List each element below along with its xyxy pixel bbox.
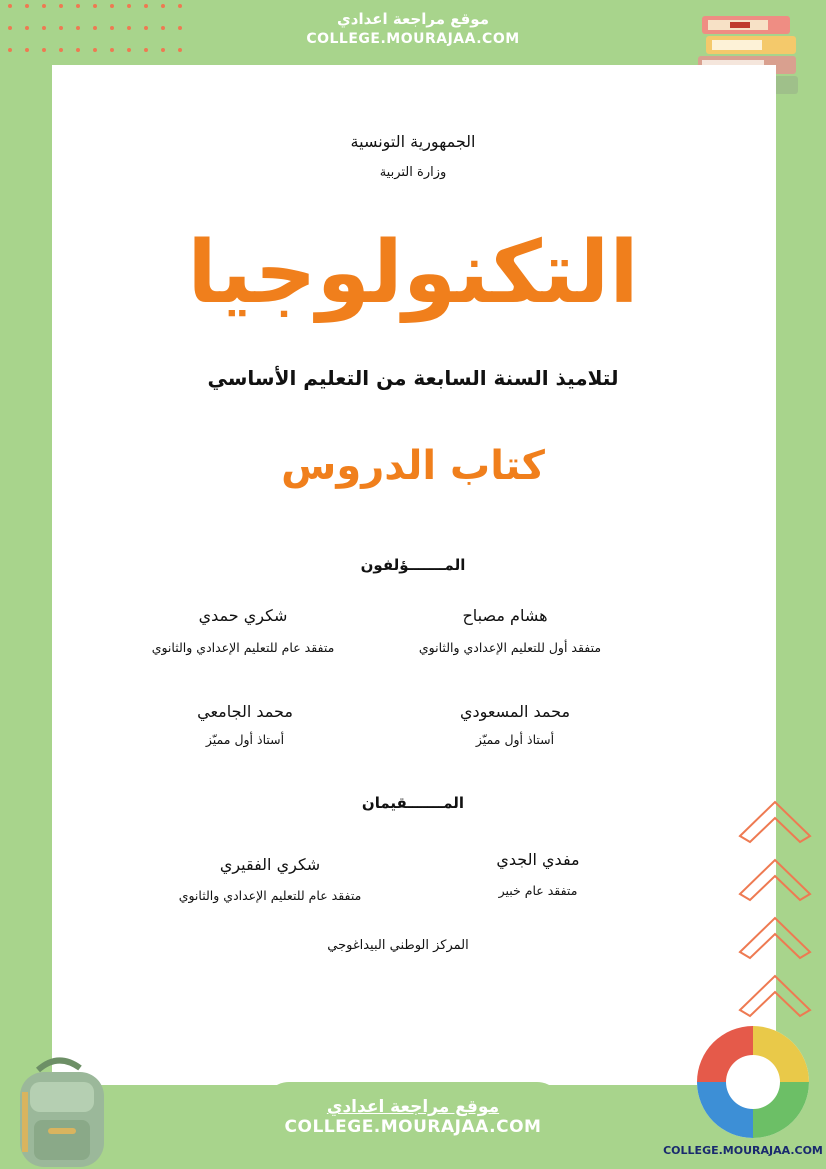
decorative-dot	[161, 26, 165, 30]
decorative-dot	[76, 4, 80, 8]
site-banner-top[interactable]	[263, 0, 563, 64]
backpack-illustration	[0, 1052, 120, 1169]
decorative-dot	[110, 26, 114, 30]
document-page	[52, 65, 776, 1085]
decorative-dot	[42, 26, 46, 30]
banner-url[interactable]: COLLEGE.MOURAJAA.COM	[284, 1117, 542, 1137]
book-title: كتاب الدروس	[281, 443, 545, 489]
subtitle: لتلاميذ السنة السابعة من التعليم الأساسي	[207, 366, 619, 390]
decorative-dot	[110, 4, 114, 8]
author-name: محمد الجامعي	[197, 702, 293, 721]
author-role: متفقد أول للتعليم الإعدادي والثانوي	[418, 640, 602, 655]
decorative-dot	[127, 48, 131, 52]
banner-arabic-text[interactable]: موقع مراجعة اعدادي	[337, 10, 489, 28]
decorative-dots	[8, 4, 198, 54]
logo-caption: COLLEGE.MOURAJAA.COM	[663, 1144, 823, 1157]
republic-label: الجمهورية التونسية	[350, 132, 476, 151]
decorative-dot	[110, 48, 114, 52]
decorative-dot	[93, 48, 97, 52]
decorative-dot	[178, 26, 182, 30]
decorative-dot	[178, 48, 182, 52]
decorative-dot	[59, 48, 63, 52]
decorative-dot	[93, 26, 97, 30]
decorative-dot	[42, 4, 46, 8]
decorative-dot	[144, 26, 148, 30]
ministry-label: وزارة التربية	[379, 165, 447, 180]
decorative-dot	[144, 48, 148, 52]
decorative-dot	[8, 4, 12, 8]
decorative-dot	[8, 48, 12, 52]
author-role: أستاذ أول مميّز	[205, 732, 285, 747]
author-name: محمد المسعودي	[459, 702, 571, 721]
decorative-dot	[161, 48, 165, 52]
decorative-dot	[25, 48, 29, 52]
authors-heading: المـــــــؤلفون	[360, 556, 466, 574]
decorative-dot	[161, 4, 165, 8]
decorative-dot	[25, 26, 29, 30]
chevron-up-icon	[736, 792, 814, 852]
site-banner-bottom[interactable]	[263, 1082, 563, 1169]
decorative-dot	[178, 4, 182, 8]
decorative-dot	[127, 4, 131, 8]
author-role: متفقد عام للتعليم الإعدادي والثانوي	[151, 640, 335, 655]
decorative-dot	[76, 48, 80, 52]
author-name: هشام مصباح	[462, 606, 548, 625]
decorative-dot	[25, 4, 29, 8]
decorative-dot	[42, 48, 46, 52]
decorative-dot	[59, 4, 63, 8]
reviewer-role: متفقد عام للتعليم الإعدادي والثانوي	[178, 888, 362, 903]
banner-arabic-link[interactable]: موقع مراجعة اعدادي	[326, 1097, 500, 1117]
decorative-dot	[8, 26, 12, 30]
site-logo-icon	[692, 1022, 814, 1142]
chevron-up-icon	[736, 850, 814, 910]
reviewer-name: شكري الفقيري	[219, 855, 321, 874]
chevron-up-icon	[736, 966, 814, 1026]
banner-url[interactable]: COLLEGE.MOURAJAA.COM	[306, 31, 520, 47]
decorative-dot	[127, 26, 131, 30]
main-title: التكنولوجيا	[187, 223, 639, 323]
decorative-dot	[59, 26, 63, 30]
decorative-dot	[76, 26, 80, 30]
author-role: أستاذ أول مميّز	[475, 732, 555, 747]
reviewer-name: مفدي الجدي	[496, 850, 580, 869]
reviewer-role: متفقد عام خبير	[498, 883, 578, 898]
reviewers-heading: المـــــــقيمان	[361, 794, 465, 812]
decorative-dot	[93, 4, 97, 8]
chevron-up-icon	[736, 908, 814, 968]
decorative-dot	[144, 4, 148, 8]
author-name: شكري حمدي	[198, 606, 288, 625]
publisher-label: المركز الوطني البيداغوجي	[327, 938, 469, 953]
